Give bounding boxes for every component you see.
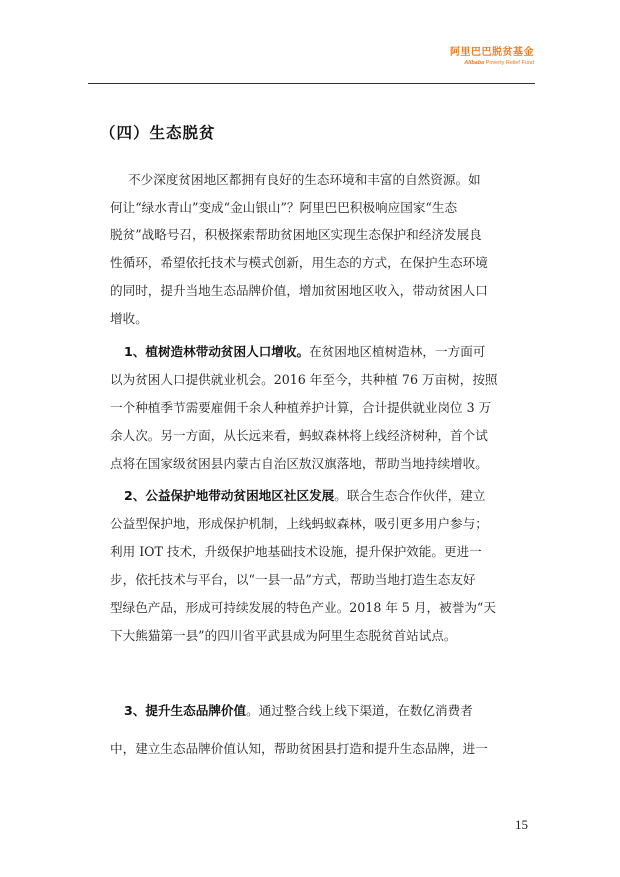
paragraph-text: 在贫困地区植树造林，一方面可 bbox=[309, 344, 486, 359]
paragraph-first-line bbox=[124, 343, 485, 361]
paragraph-first-line bbox=[124, 702, 473, 720]
paragraph-line: 利用 IOT 技术，升级保护地基础技术设施，提升保护效能。更进一 bbox=[110, 544, 482, 559]
paragraph-line: 下大熊猫第一县”的四川省平武县成为阿里生态脱贫首站试点。 bbox=[110, 628, 457, 643]
paragraph-line: 型绿色产品，形成可持续发展的特色产业。2018 年 5 月，被誉为“天 bbox=[110, 600, 496, 615]
paragraph-line: 何让“绿水青山”变成“金山银山”？阿里巴巴积极响应国家“生态 bbox=[110, 200, 458, 215]
paragraph-heading: 3、提升生态品牌价值 bbox=[124, 703, 247, 718]
paragraph-heading: 1、植树造林带动贫困人口增收。 bbox=[124, 344, 310, 359]
paragraph-text: 。联合生态合作伙伴，建立 bbox=[334, 488, 486, 503]
paragraph-line: 公益型保护地，形成保护机制，上线蚂蚁森林，吸引更多用户参与； bbox=[110, 516, 488, 531]
paragraph-first-line bbox=[124, 487, 485, 505]
paragraph-line: 的同时，提升当地生态品牌价值，增加贫困地区收入，带动贫困人口 bbox=[110, 283, 488, 298]
logo-english-text bbox=[450, 59, 534, 67]
paragraph-line: 性循环，希望依托技术与模式创新，用生态的方式，在保护生态环境 bbox=[110, 255, 488, 270]
section-title: （四）生态脱贫 bbox=[100, 124, 216, 142]
paragraph-line: 中，建立生态品牌价值认知，帮助贫困县打造和提升生态品牌，进一 bbox=[110, 741, 488, 756]
page-number: 15 bbox=[515, 817, 528, 832]
logo-brand-text: Alibaba bbox=[464, 60, 485, 66]
paragraph-line: 一个种植季节需要雇佣千余人种植养护计算，合计提供就业岗位 3 万 bbox=[110, 400, 492, 415]
paragraph-line: 不少深度贫困地区都拥有良好的生态环境和丰富的自然资源。如 bbox=[128, 172, 481, 187]
paragraph-heading: 2、公益保护地带动贫困地区社区发展 bbox=[124, 488, 335, 503]
logo-fund-text: Poverty Relief Fund bbox=[484, 60, 534, 66]
paragraph-line: 脱贫”战略号召，积极探索帮助贫困地区实现生态保护和经济发展良 bbox=[110, 227, 482, 242]
paragraph-line: 步，依托技术与平台，以“一县一品”方式，帮助当地打造生态友好 bbox=[110, 572, 476, 587]
header-logo bbox=[450, 46, 534, 67]
paragraph-line: 增收。 bbox=[110, 311, 148, 326]
header-divider bbox=[88, 83, 535, 84]
paragraph-line: 余人次。另一方面，从长远来看，蚂蚁森林将上线经济树种，首个试 bbox=[110, 428, 488, 443]
paragraph-line: 以为贫困人口提供就业机会。2016 年至今，共种植 76 万亩树，按照 bbox=[110, 372, 498, 387]
paragraph-text: 。通过整合线上线下渠道，在数亿消费者 bbox=[246, 703, 473, 718]
logo-chinese-text: 阿里巴巴脱贫基金 bbox=[450, 47, 534, 58]
paragraph-line: 点将在国家级贫困县内蒙古自治区敖汉旗落地，帮助当地持续增收。 bbox=[110, 456, 488, 471]
